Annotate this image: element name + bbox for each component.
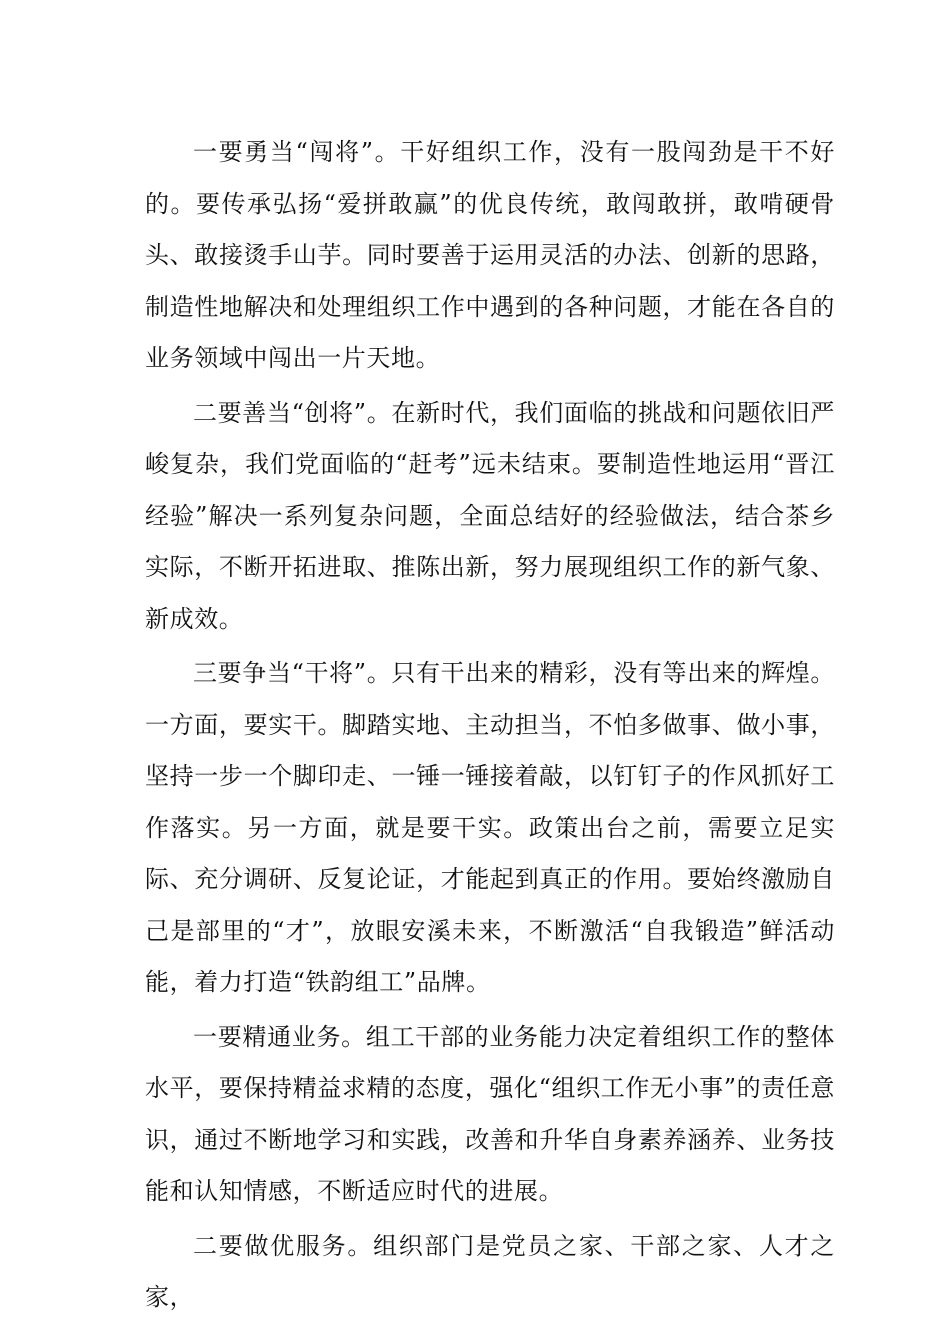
- paragraph-zuo-you-fu-wu: 二要做优服务。组织部门是党员之家、干部之家、人才之家，: [145, 1231, 835, 1311]
- document-body: [145, 127, 835, 1327]
- paragraph-gan-jiang: 三要争当“干将”。只有干出来的精彩，没有等出来的辉煌。一方面，要实干。脚踏实地、主动担当，不怕多做事、做小事，坚持一步一个脚印走、一锤一锤接着敲，以钉钉子的作风抓好工作落实。另一方面，就是要干实。政策出台之前，需要立足实际、充分调研、反复论证，才能起到真正的作用。要始终激励自己是部里的“才”，放眼安溪未来，不断激活“自我锻造”鲜活动能，着力打造“铁韵组工”品牌。: [145, 659, 835, 996]
- paragraph-jing-tong-ye-wu: 一要精通业务。组工干部的业务能力决定着组织工作的整体水平，要保持精益求精的态度，强化“组织工作无小事”的责任意识，通过不断地学习和实践，改善和升华自身素养涵养、业务技能和认知情感，不断适应时代的进展。: [145, 1022, 835, 1205]
- paragraph-chuang-jiang-2: 二要善当“创将”。在新时代，我们面临的挑战和问题依旧严峻复杂，我们党面临的“赶考”远未结束。要制造性地运用“晋江经验”解决一系列复杂问题，全面总结好的经验做法，结合茶乡实际，不断开拓进取、推陈出新，努力展现组织工作的新气象、新成效。: [145, 398, 835, 633]
- paragraph-chuang-jiang-1: 一要勇当“闯将”。干好组织工作，没有一股闯劲是干不好的。要传承弘扬“爱拼敢赢”的优良传统，敢闯敢拼，敢啃硬骨头、敢接烫手山芋。同时要善于运用灵活的办法、创新的思路，制造性地解决和处理组织工作中遇到的各种问题，才能在各自的业务领域中闯出一片天地。: [145, 138, 835, 372]
